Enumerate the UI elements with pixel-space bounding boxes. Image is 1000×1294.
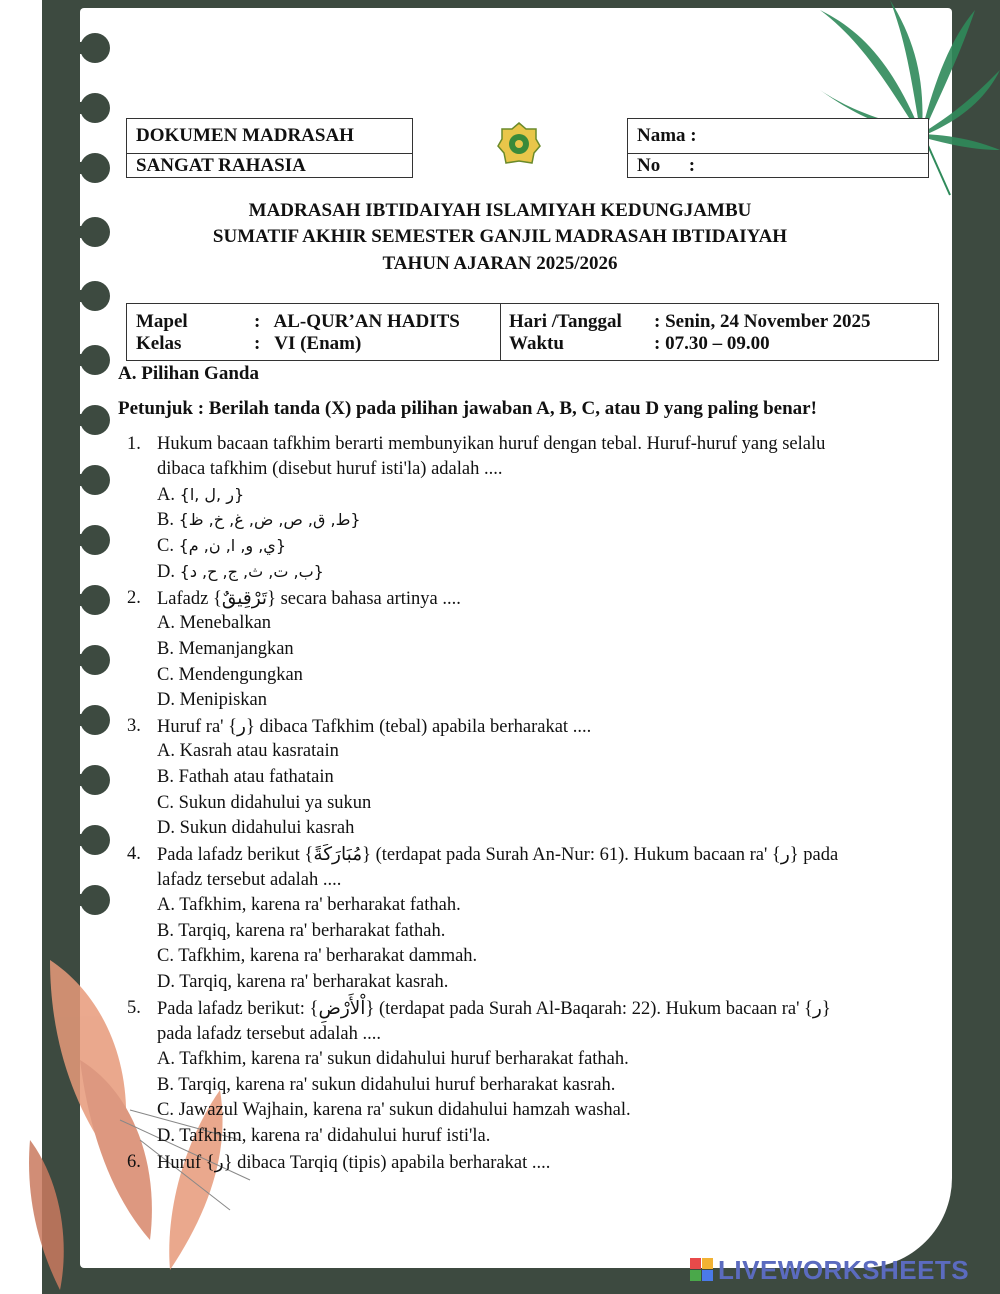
option-d[interactable]: D. Sukun didahului kasrah <box>157 818 355 838</box>
madrasah-emblem-icon <box>496 121 542 167</box>
question-number: 5. <box>127 998 141 1018</box>
date-label: Hari /Tanggal <box>509 311 622 332</box>
option-d[interactable]: D. {ب, ت, ث, ج, ح, د} <box>157 562 324 582</box>
question-text: dibaca tafkhim (disebut huruf isti'la) adalah .... <box>157 459 503 479</box>
question-text: Lafadz {تَرْقِيقٌ} secara bahasa artinya .... <box>157 589 461 609</box>
option-c[interactable]: C. {ي, و, ا, ن, م} <box>157 536 287 556</box>
option-a[interactable]: A. Tafkhim, karena ra' sukun didahului huruf berharakat fathah. <box>157 1049 629 1069</box>
option-b[interactable]: B. Tarqiq, karena ra' sukun didahului huruf berharakat kasrah. <box>157 1075 616 1095</box>
question-text: pada lafadz tersebut adalah .... <box>157 1024 381 1044</box>
option-b[interactable]: B. Memanjangkan <box>157 639 294 659</box>
option-a[interactable]: A. Menebalkan <box>157 613 272 633</box>
option-d[interactable]: D. Tarqiq, karena ra' berharakat kasrah. <box>157 972 449 992</box>
liveworksheets-watermark <box>690 1256 969 1284</box>
class-value: : VI (Enam) <box>254 333 362 354</box>
question-text: Huruf {ر} dibaca Tarqiq (tipis) apabila berharakat .... <box>157 1153 551 1173</box>
document-label-box <box>126 118 413 178</box>
subject-value: : AL-QUR’AN HADITS <box>254 311 460 332</box>
time-value: : 07.30 – 09.00 <box>654 333 770 354</box>
time-label: Waktu <box>509 333 564 354</box>
option-a[interactable]: A. {ر ,ل ,ا} <box>157 485 245 505</box>
student-identity-box <box>627 118 929 178</box>
question-text: Huruf ra' {ر} dibaca Tafkhim (tebal) apabila berharakat .... <box>157 717 592 737</box>
question-number: 2. <box>127 588 141 608</box>
exam-title: SUMATIF AKHIR SEMESTER GANJIL MADRASAH IBTIDAIYAH <box>212 226 788 247</box>
option-b[interactable]: B. Fathah atau fathatain <box>157 767 334 787</box>
option-b[interactable]: B. {ط, ق, ص, ض, غ, خ, ظ} <box>157 510 361 530</box>
option-d[interactable]: D. Tafkhim, karena ra' didahului huruf isti'la. <box>157 1126 491 1146</box>
option-a[interactable]: A. Tafkhim, karena ra' berharakat fathah. <box>157 895 461 915</box>
subject-label: Mapel <box>136 311 188 332</box>
option-c[interactable]: C. Tafkhim, karena ra' berharakat dammah. <box>157 946 478 966</box>
option-c[interactable]: C. Sukun didahului ya sukun <box>157 793 372 813</box>
option-c[interactable]: C. Jawazul Wajhain, karena ra' sukun didahului hamzah washal. <box>157 1100 631 1120</box>
document-label: DOKUMEN MADRASAH <box>136 125 354 146</box>
question-number: 1. <box>127 434 141 454</box>
question-text: Hukum bacaan tafkhim berarti membunyikan huruf dengan tebal. Huruf-huruf yang selalu <box>157 434 826 454</box>
option-a[interactable]: A. Kasrah atau kasratain <box>157 741 339 761</box>
instruction-text: Petunjuk : Berilah tanda (X) pada pilihan jawaban A, B, C, atau D yang paling benar! <box>118 398 817 419</box>
option-d[interactable]: D. Menipiskan <box>157 690 267 710</box>
liveworksheets-logo-icon <box>690 1258 714 1282</box>
academic-year: TAHUN AJARAN 2025/2026 <box>382 253 618 274</box>
question-text: Pada lafadz berikut {مُبَارَكَةً} (terdapat pada Surah An-Nur: 61). Hukum bacaan ra' {ر} pada <box>157 845 839 865</box>
school-title: MADRASAH IBTIDAIYAH ISLAMIYAH KEDUNGJAMBU <box>248 200 752 221</box>
section-heading: A. Pilihan Ganda <box>118 363 259 384</box>
question-text: Pada lafadz berikut: {اْلأَرْضِ} (terdapat pada Surah Al-Baqarah: 22). Hukum bacaan ra' {ر} <box>157 999 831 1019</box>
secrecy-label: SANGAT RAHASIA <box>136 155 306 176</box>
question-text: lafadz tersebut adalah .... <box>157 870 342 890</box>
watermark-text: LIVEWORKSHEETS <box>718 1254 970 1285</box>
question-number: 6. <box>127 1152 141 1172</box>
name-field-label[interactable]: Nama : <box>637 125 697 146</box>
option-c[interactable]: C. Mendengungkan <box>157 665 303 685</box>
date-value: : Senin, 24 November 2025 <box>654 311 871 332</box>
question-number: 4. <box>127 844 141 864</box>
question-number: 3. <box>127 716 141 736</box>
number-field-label[interactable]: No : <box>637 155 696 176</box>
class-label: Kelas <box>136 333 182 354</box>
option-b[interactable]: B. Tarqiq, karena ra' berharakat fathah. <box>157 921 446 941</box>
